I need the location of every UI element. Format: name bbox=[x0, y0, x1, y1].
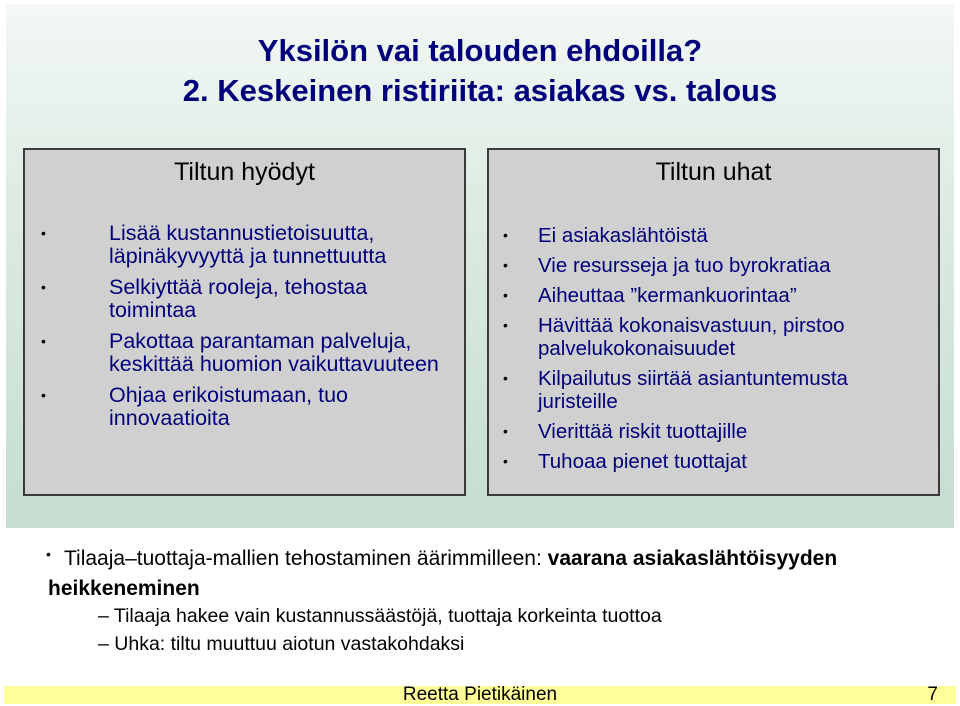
bullet-icon: • bbox=[503, 287, 508, 303]
list-item: • Tuhoaa pienet tuottajat bbox=[503, 450, 747, 473]
list-item: • Ohjaa erikoistumaan, tuo innovaatioita bbox=[41, 383, 349, 430]
threats-box bbox=[487, 148, 940, 496]
footer-author: Reetta Pietikäinen bbox=[402, 684, 558, 705]
list-item: • Selkiyttää rooleja, tehostaa toimintaa bbox=[41, 275, 368, 322]
bottom-subpoint-2: – Uhka: tiltu muuttuu aiotun vastakohdaksi bbox=[98, 633, 465, 655]
benefits-heading: Tiltun hyödyt bbox=[174, 158, 315, 186]
list-item: • Vie resursseja ja tuo byrokratiaa bbox=[503, 254, 831, 277]
slide-title-line1: Yksilön vai talouden ehdoilla? bbox=[257, 33, 703, 68]
bullet-icon: • bbox=[41, 225, 46, 241]
bullet-icon: • bbox=[41, 333, 46, 349]
slide-title-line2: 2. Keskeinen ristiriita: asiakas vs. talous bbox=[182, 73, 778, 108]
bullet-icon: • bbox=[46, 546, 51, 562]
list-item: • Vierittää riskit tuottajille bbox=[503, 420, 748, 443]
bottom-statement-text: Tilaaja–tuottaja-mallien tehostaminen äärimmilleen: bbox=[64, 547, 548, 570]
benefits-box bbox=[23, 148, 466, 496]
list-item: • Pakottaa parantaman palveluja, keskittää huomion vaikuttavuuteen bbox=[41, 329, 439, 376]
bullet-icon: • bbox=[503, 257, 508, 273]
bullet-icon: • bbox=[503, 453, 508, 469]
bullet-icon: • bbox=[503, 423, 508, 439]
threats-heading: Tiltun uhat bbox=[655, 158, 772, 186]
threats-list bbox=[501, 224, 933, 480]
list-item: • Aiheuttaa ”kermankuorintaa” bbox=[503, 284, 797, 307]
bullet-icon: • bbox=[503, 227, 508, 243]
list-item: • Lisää kustannustietoisuutta, läpinäkyvyyttä ja tunnettuutta bbox=[41, 221, 387, 268]
bullet-icon: • bbox=[41, 279, 46, 295]
list-item: • Ei asiakaslähtöistä bbox=[503, 224, 708, 247]
bullet-icon: • bbox=[41, 387, 46, 403]
list-item: • Hävittää kokonaisvastuun, pirstoo palvelukokonaisuudet bbox=[503, 314, 845, 360]
bullet-icon: • bbox=[503, 317, 508, 333]
bottom-statement bbox=[48, 544, 928, 604]
benefits-list bbox=[39, 222, 449, 438]
bottom-subpoint-1: – Tilaaja hakee vain kustannussäästöjä, tuottaja korkeinta tuottoa bbox=[98, 605, 662, 627]
bottom-statement-emphasis: vaarana asiakaslähtöisyyden heikkeneminen bbox=[48, 547, 838, 600]
list-item: • Kilpailutus siirtää asiantuntemusta juristeille bbox=[503, 367, 848, 413]
page-number: 7 bbox=[927, 684, 938, 705]
bullet-icon: • bbox=[503, 370, 508, 386]
